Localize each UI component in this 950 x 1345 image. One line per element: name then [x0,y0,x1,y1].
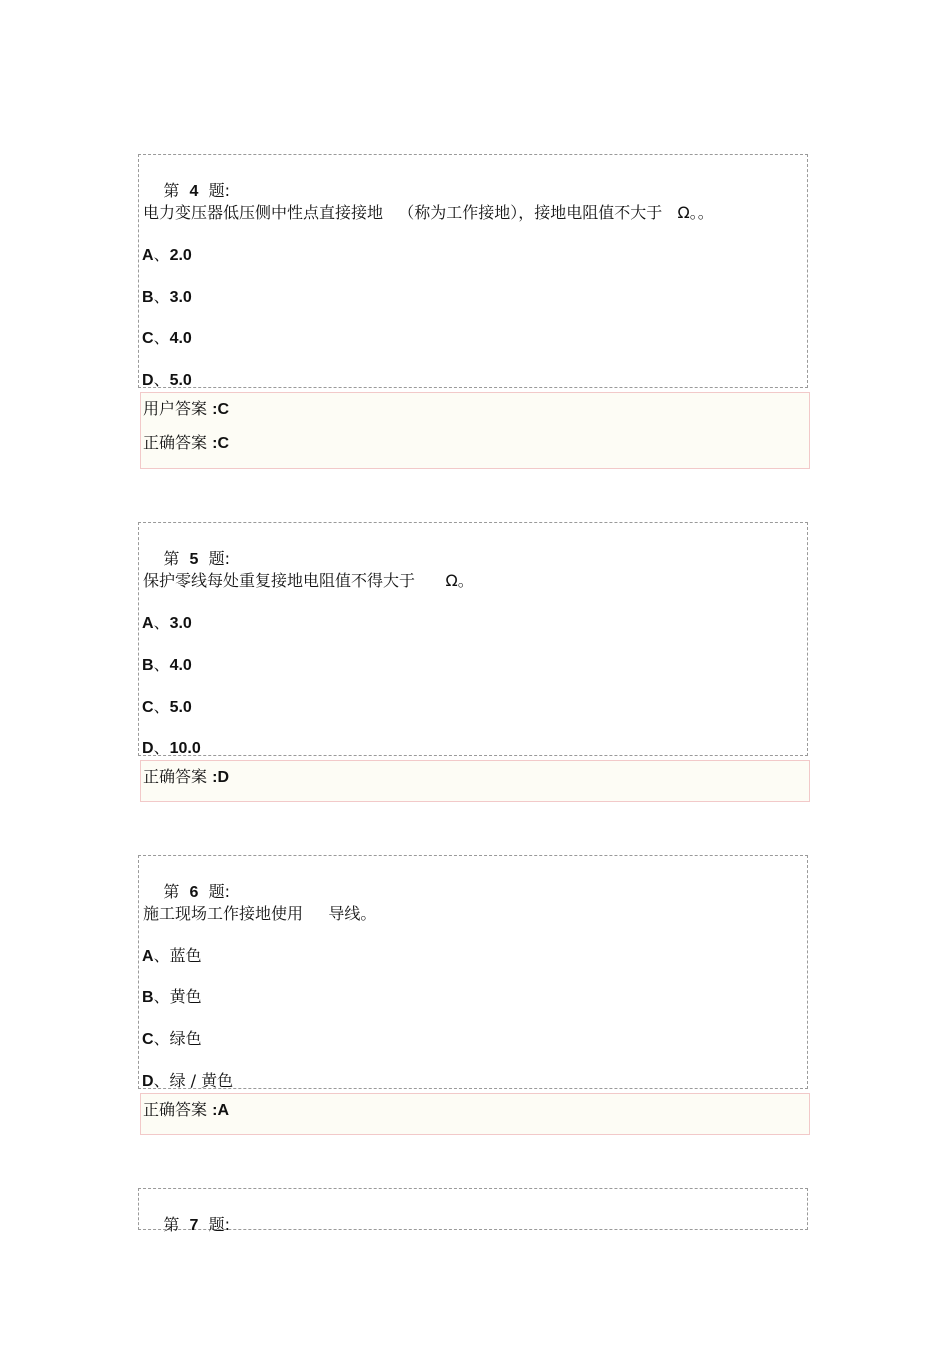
user-answer: 用户答案 :C [143,399,229,418]
question-text: 施工现场工作接地使用 导线。 [143,904,377,923]
option-b[interactable]: B、黄色 [142,987,202,1006]
option-c[interactable]: C、绿色 [142,1029,202,1048]
correct-answer: 正确答案 :C [143,433,229,452]
answer-panel-5 [140,760,810,802]
question-card-4 [138,154,808,388]
question-label-prefix: 第 [163,882,180,901]
question-card-7 [138,1188,808,1234]
question-card-6 [138,855,808,1089]
option-d[interactable]: D、10.0 [142,738,201,757]
question-label-prefix: 第 [163,1215,180,1234]
question-text: 电力变压器低压侧中性点直接接地 （称为工作接地），接地电阻值不大于 Ω。。 [143,203,714,222]
question-label-prefix: 第 [163,549,180,568]
option-d[interactable]: D、绿 / 黄色 [142,1071,234,1090]
question-text: 保护零线每处重复接地电阻值不得大于 Ω。 [143,571,474,590]
question-label-suffix: 题: [208,882,231,901]
option-c[interactable]: C、5.0 [142,697,192,716]
option-a[interactable]: A、蓝色 [142,946,202,965]
question-label-suffix: 题: [208,181,231,200]
question-number: 7 [189,1217,199,1234]
option-b[interactable]: B、4.0 [142,655,192,674]
option-c[interactable]: C、4.0 [142,328,192,347]
question-label-prefix: 第 [163,181,180,200]
question-label-suffix: 题: [208,549,231,568]
question-number: 4 [189,183,199,200]
option-a[interactable]: A、2.0 [142,245,192,264]
option-b[interactable]: B、3.0 [142,287,192,306]
question-label-suffix: 题: [208,1215,231,1234]
question-card-5 [138,522,808,756]
answer-panel-4 [140,392,810,469]
correct-answer: 正确答案 :D [143,767,229,786]
correct-answer: 正确答案 :A [143,1100,229,1119]
question-number: 5 [189,551,199,568]
answer-panel-6 [140,1093,810,1135]
question-number: 6 [189,884,199,901]
option-a[interactable]: A、3.0 [142,613,192,632]
question-header [143,1193,230,1254]
option-d[interactable]: D、5.0 [142,370,192,389]
